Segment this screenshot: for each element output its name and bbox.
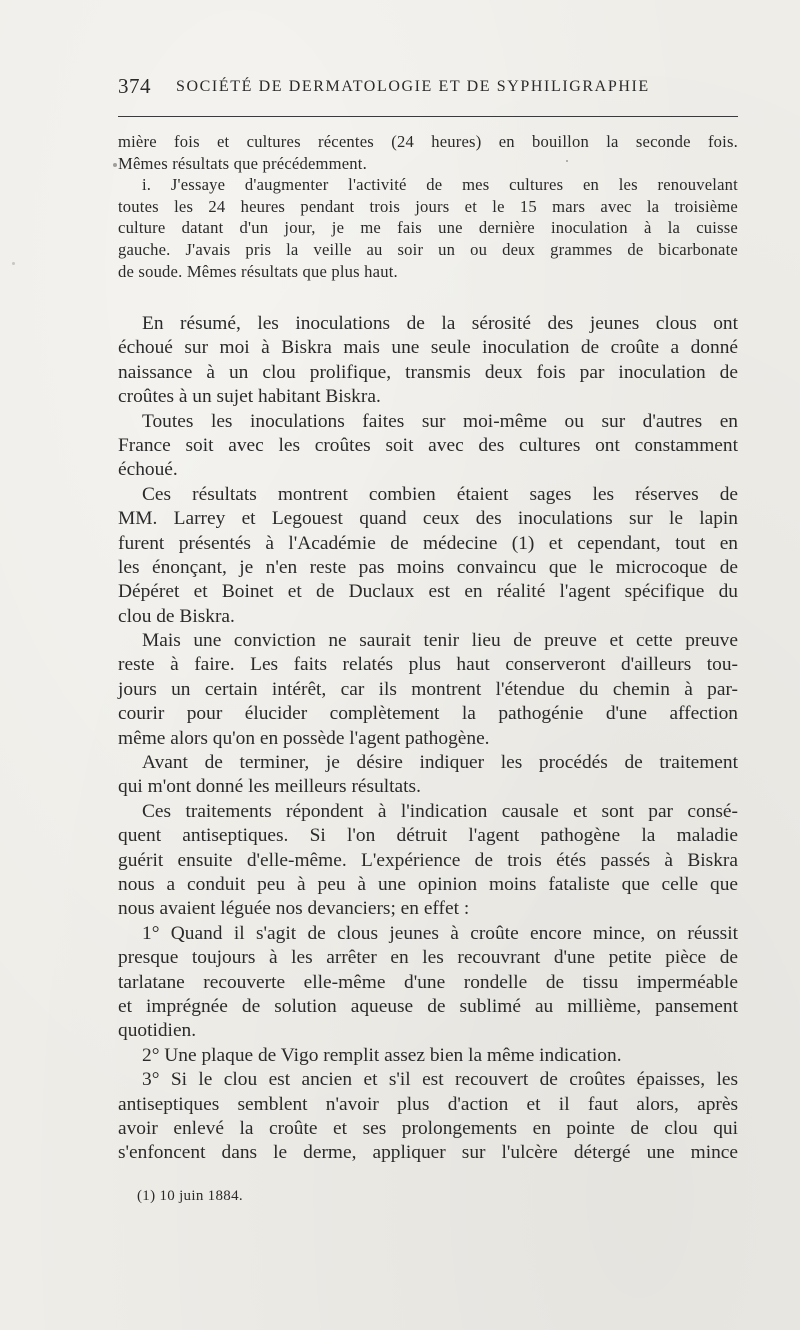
text-line: qui m'ont donné les meilleurs résultats. — [118, 776, 421, 798]
text-line: nous a conduit peu à peu à une opinion moins fataliste que celle que — [118, 873, 738, 895]
text-line: de soude. Mêmes résultats que plus haut. — [118, 261, 398, 281]
text-line: jours un certain intérêt, car ils montrent l'étendue du chemin à par- — [118, 678, 738, 700]
text-line: et imprégnée de solution aqueuse de sublimé au millième, pansement — [118, 995, 738, 1017]
text-line: antiseptiques semblent n'avoir plus d'action et il faut alors, après — [118, 1093, 738, 1115]
text-line: guérit ensuite d'elle-même. L'expérience de trois étés passés à Biskra — [118, 849, 738, 871]
text-line: Mais une conviction ne saurait tenir lieu de preuve et cette preuve — [142, 630, 738, 652]
text-line: culture datant d'un jour, je me fais une dernière inoculation à la cuisse — [118, 218, 738, 238]
text-line: Dépéret et Boinet et de Duclaux est en réalité l'agent spécifique du — [118, 581, 738, 603]
text-line: France soit avec les croûtes soit avec des cultures ont constamment — [118, 434, 738, 456]
text-line: Toutes les inoculations faites sur moi-même ou sur d'autres en — [142, 410, 738, 432]
continued-paragraph — [118, 131, 738, 282]
text-line: échoué sur moi à Biskra mais une seule inoculation de croûte a donné — [118, 337, 738, 359]
text-line: toutes les 24 heures pendant trois jours et le 15 mars avec la troisième — [118, 196, 738, 216]
scan-speck — [12, 262, 15, 265]
text-line: Mêmes résultats que précédemment. — [118, 153, 367, 173]
text-line: Ces traitements répondent à l'indication causale et sont par consé- — [142, 800, 738, 822]
text-line: i. J'essaye d'augmenter l'activité de mes cultures en les renouvelant — [142, 175, 738, 195]
text-line: naissance à un clou prolifique, transmis deux fois par inoculation de — [118, 361, 738, 383]
page-number: 374 — [118, 74, 151, 98]
text-line: clou de Biskra. — [118, 605, 235, 627]
scan-speck — [566, 160, 568, 162]
text-line: 2° Une plaque de Vigo remplit assez bien la même indication. — [142, 1044, 622, 1066]
text-line: croûtes à un sujet habitant Biskra. — [118, 386, 381, 408]
text-line: 3° Si le clou est ancien et s'il est recouvert de croûtes épaisses, les — [142, 1069, 738, 1091]
header-rule — [118, 116, 738, 117]
text-line: MM. Larrey et Legouest quand ceux des inoculations sur le lapin — [118, 508, 738, 530]
text-line: nous avaient léguée nos devanciers; en effet : — [118, 898, 470, 920]
text-line: s'enfoncent dans le derme, appliquer sur l'ulcère détergé une mince — [118, 1142, 738, 1164]
text-line: En résumé, les inoculations de la sérosité des jeunes clous ont — [142, 313, 738, 334]
text-line: presque toujours à les arrêter en les recouvrant d'une petite pièce de — [118, 947, 738, 969]
scan-speck — [113, 163, 117, 167]
page-header — [118, 74, 738, 104]
text-line: les énonçant, je n'en reste pas moins convaincu que le microcoque de — [118, 556, 738, 578]
footnote: (1) 10 juin 1884. — [137, 1188, 243, 1204]
text-line: furent présentés à l'Académie de médecine (1) et cependant, tout en — [118, 532, 738, 554]
body-text — [118, 312, 738, 1166]
text-line: Avant de terminer, je désire indiquer les procédés de traitement — [142, 752, 738, 774]
text-line: échoué. — [118, 459, 178, 481]
text-line: Ces résultats montrent combien étaient sages les réserves de — [142, 483, 738, 505]
text-line: quotidien. — [118, 1020, 197, 1042]
text-line: 1° Quand il s'agit de clous jeunes à croûte encore mince, on réussit — [142, 922, 738, 944]
text-line: courir pour élucider complètement la pathogénie d'une affection — [118, 703, 738, 725]
text-line: gauche. J'avais pris la veille au soir un ou deux grammes de bicarbonate — [118, 239, 738, 259]
text-line: tarlatane recouverte elle-même d'une rondelle de tissu imperméable — [118, 971, 738, 993]
text-line: reste à faire. Les faits relatés plus haut conserveront d'ailleurs tou- — [118, 654, 738, 676]
text-line: avoir enlevé la croûte et ses prolongements en pointe de clou qui — [118, 1117, 738, 1139]
running-title: SOCIÉTÉ DE DERMATOLOGIE ET DE SYPHILIGRAPHIE — [176, 78, 650, 95]
text-line: même alors qu'on en possède l'agent pathogène. — [118, 727, 490, 749]
text-line: mière fois et cultures récentes (24 heures) en bouillon la seconde fois. — [118, 132, 738, 151]
text-line: quent antiseptiques. Si l'on détruit l'agent pathogène la maladie — [118, 825, 738, 847]
